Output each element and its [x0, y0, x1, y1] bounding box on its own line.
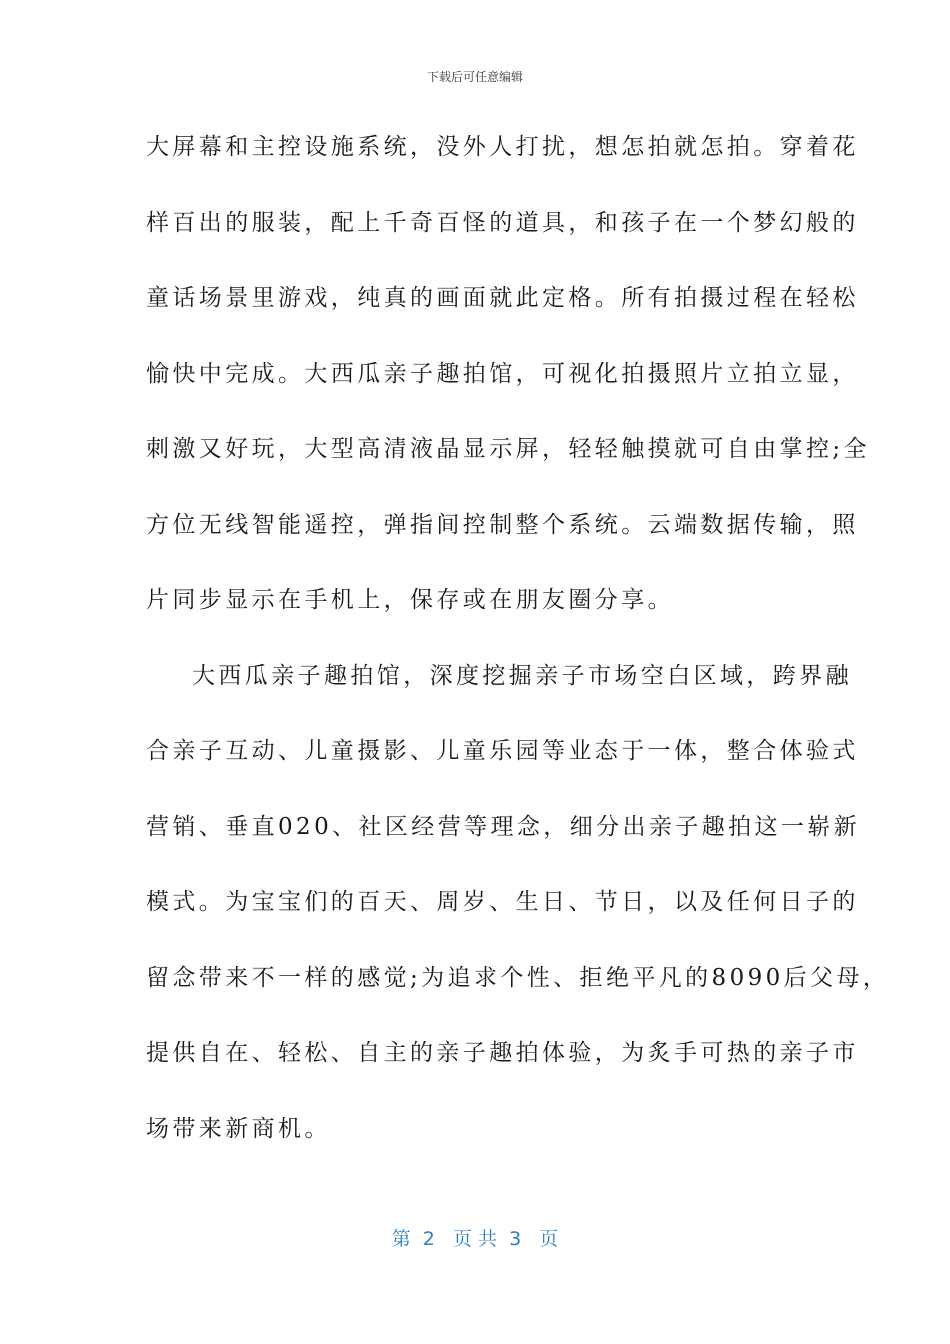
text-line: 大西瓜亲子趣拍馆，深度挖掘亲子市场空白区域，跨界融 — [192, 662, 852, 689]
text-line: 大屏幕和主控设施系统，没外人打扰，想怎拍就怎拍。穿着花 — [146, 134, 859, 160]
header-note: 下载后可任意编辑 — [426, 70, 523, 84]
text-line: 片同步显示在手机上，保存或在朋友圈分享。 — [146, 587, 674, 613]
text-line: 样百出的服装，配上千奇百怪的道具，和孩子在一个梦幻般的 — [146, 209, 859, 236]
text-line: 营销、垂直020、社区经营等理念，细分出亲子趣拍这一崭新 — [146, 813, 861, 840]
text-line: 场带来新商机。 — [146, 1115, 331, 1142]
text-line: 合亲子互动、儿童摄影、儿童乐园等业态于一体，整合体验式 — [146, 738, 859, 764]
text-line: 提供自在、轻松、自主的亲子趣拍体验，为炙手可热的亲子市 — [146, 1040, 859, 1066]
paragraph-1 — [146, 118, 870, 647]
text-line: 方位无线智能遥控，弹指间控制整个系统。云端数据传输，照 — [146, 511, 859, 538]
text-line: 刺激又好玩，大型高清液晶显示屏，轻轻触摸就可自由掌控;全 — [146, 436, 870, 462]
text-line: 愉快中完成。大西瓜亲子趣拍馆，可视化拍摄照片立拍立显， — [146, 360, 859, 387]
document-body — [146, 118, 890, 1175]
text-line: 留念带来不一样的感觉;为追求个性、拒绝平凡的8090后父母， — [146, 964, 890, 991]
text-line: 童话场景里游戏，纯真的画面就此定格。所有拍摄过程在轻松 — [146, 285, 859, 311]
paragraph-2 — [146, 647, 890, 1176]
page-number-footer: 第 2 页 共 3 页 — [391, 1228, 559, 1250]
text-line: 模式。为宝宝们的百天、周岁、生日、节日，以及任何日子的 — [146, 889, 859, 915]
